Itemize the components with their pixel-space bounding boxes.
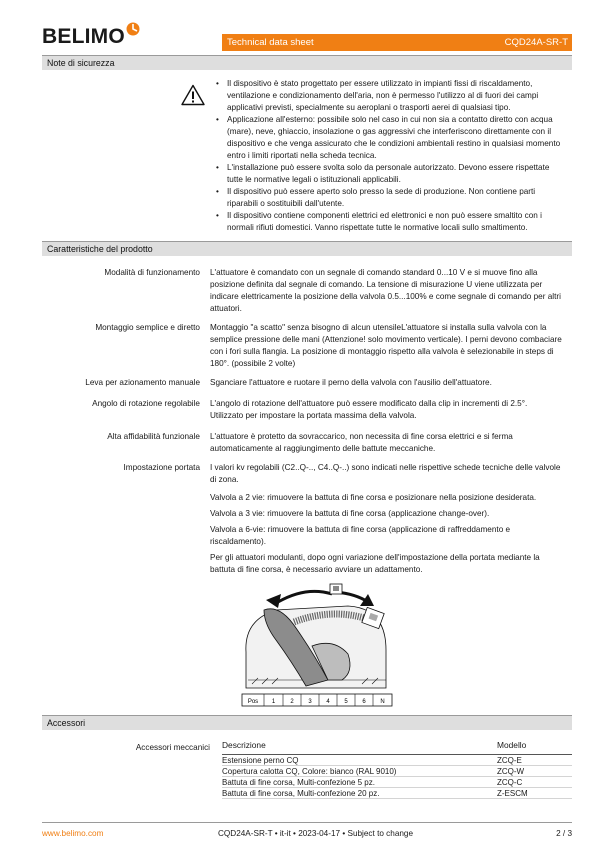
feature-label: Modalità di funzionamento bbox=[104, 268, 200, 277]
flow-setting-diagram bbox=[236, 580, 396, 710]
logo-text: BELIMO bbox=[42, 25, 125, 48]
product-section-title: Caratteristiche del prodotto bbox=[42, 242, 572, 256]
table-row bbox=[222, 755, 572, 766]
cell-description: Estensione perno CQ bbox=[222, 756, 299, 765]
position-scale bbox=[242, 694, 392, 706]
scale-label: 2 bbox=[290, 699, 294, 705]
paragraph: I valori kv regolabili (C2..Q-.., C4..Q-..) sono indicati nelle rispettive schede tecniche delle valvole di zona. bbox=[210, 463, 561, 484]
table-row bbox=[222, 788, 572, 799]
page-number: 2 / 3 bbox=[556, 829, 572, 838]
belimo-logo bbox=[42, 26, 140, 47]
cell-description: Copertura calotta CQ, Colore: bianco (RAL 9010) bbox=[222, 767, 397, 776]
feature-label: Alta affidabilità funzionale bbox=[107, 432, 200, 441]
footer-divider bbox=[42, 822, 572, 823]
list-item: • L'installazione può essere svolta solo da personale autorizzato. Devono essere rispettate tutte le normative legali o istituzionali applicabili. bbox=[216, 162, 566, 186]
scale-label: 5 bbox=[344, 699, 348, 705]
paragraph: Valvola a 2 vie: rimuovere la battuta di fine corsa e posizionare nella posizione desiderata. bbox=[210, 493, 537, 502]
scale-label: N bbox=[380, 699, 385, 705]
table-header bbox=[222, 740, 572, 755]
feature-text: L'angolo di rotazione dell'attuatore può essere modificato dalla clip in incrementi di 2.5°. Utilizzato per impostare la portata massima della valvola. bbox=[210, 399, 528, 420]
paragraph: Valvola a 6-vie: rimuovere la battuta di fine corsa (applicazione di raffreddamento e riscaldamento). bbox=[210, 525, 511, 546]
cell-description: Battuta di fine corsa, Multi-confezione 5 pz. bbox=[222, 778, 375, 787]
feature-reliability bbox=[42, 431, 572, 455]
doc-type: Technical data sheet bbox=[227, 36, 314, 48]
scale-label: 4 bbox=[326, 699, 330, 705]
feature-operating-mode bbox=[42, 267, 572, 315]
scale-label: 3 bbox=[308, 699, 312, 705]
feature-text bbox=[210, 462, 562, 576]
feature-label: Montaggio semplice e diretto bbox=[95, 323, 200, 332]
model-code: CQD24A-SR-T bbox=[504, 36, 568, 48]
table-row bbox=[222, 777, 572, 788]
safety-section-title: Note di sicurezza bbox=[42, 56, 572, 70]
scale-label: 1 bbox=[271, 699, 276, 705]
cell-model: Z-ESCM bbox=[497, 789, 528, 798]
column-header-model: Modello bbox=[497, 740, 527, 750]
cell-description: Battuta di fine corsa, Multi-confezione 20 pz. bbox=[222, 789, 380, 798]
logo-symbol-icon bbox=[126, 22, 140, 36]
column-header-description: Descrizione bbox=[222, 740, 266, 750]
feature-rotation-angle bbox=[42, 398, 572, 422]
feature-label: Angolo di rotazione regolabile bbox=[92, 399, 200, 408]
paragraph: Valvola a 3 vie: rimuovere la battuta di fine corsa (applicazione change-over). bbox=[210, 509, 490, 518]
scale-label: 6 bbox=[362, 699, 366, 705]
cell-model: ZCQ-C bbox=[497, 778, 523, 787]
table-row bbox=[222, 766, 572, 777]
accessories-group-label: Accessori meccanici bbox=[135, 743, 210, 752]
title-bar bbox=[222, 34, 572, 51]
list-item: • Il dispositivo è stato progettato per essere utilizzato in impianti fissi di riscaldamento, ventilazione e condizionamento dell'aria, non è permesso l'utilizzo al di fuori dei campi applicativi previsti, specialmente su aeroplani o trasporti aerei di qualsiasi tipo. bbox=[216, 78, 566, 114]
warning-icon bbox=[181, 84, 205, 106]
footer bbox=[42, 828, 572, 840]
cell-model: ZCQ-W bbox=[497, 767, 525, 776]
paragraph: Per gli attuatori modulanti, dopo ogni variazione dell'impostazione della portata mediante la battuta di fine corsa, è necessario avviare un adattamento. bbox=[210, 553, 540, 574]
footer-url-link[interactable]: www.belimo.com bbox=[42, 829, 104, 838]
list-item: • Applicazione all'esterno: possibile solo nel caso in cui non sia a contatto diretto con acqua (mare), neve, ghiaccio, insolazione o gas aggressivi che interferiscono direttamente con il dispositivo e che venga assicurato che le condizioni ambientali restino in qualsiasi momento entro i limiti riportati nella scheda tecnica. bbox=[216, 114, 566, 162]
list-item: • Il dispositivo può essere aperto solo presso la sede di produzione. Non contiene parti riparabili o sostituibili dall'utente. bbox=[216, 186, 566, 210]
accessories-section-title: Accessori bbox=[42, 716, 572, 730]
feature-text: L'attuatore è comandato con un segnale di comando standard 0...10 V e si muove fino alla posizione definita dal segnale di comando. La tensione di misurazione U viene utilizzata per indicare elettricamente la posizione della valvola 0.5...100% e come segnale di comando per altri attuatori. bbox=[210, 268, 561, 313]
feature-text: L'attuatore è protetto da sovraccarico, non necessita di fine corsa elettrici e si ferma automaticamente al raggiungimento delle battute meccaniche. bbox=[210, 432, 513, 453]
feature-mounting bbox=[42, 322, 572, 370]
feature-text: Montaggio "a scatto" senza bisogno di alcun utensileL'attuatore si installa sulla valvola con la semplice pressione delle mani (Attenzione! solo movimento verticale). I perni devono combaciare con i fori sulla flangia. La posizione di montaggio rispetto alla valvola è selezionabile in steps di 180°. (possibile 2 volte) bbox=[210, 323, 562, 368]
cell-model: ZCQ-E bbox=[497, 756, 522, 765]
feature-text: Sganciare l'attuatore e ruotare il perno della valvola con l'ausilio dell'attuatore. bbox=[210, 378, 492, 387]
feature-flow-setting bbox=[42, 462, 572, 576]
feature-label: Impostazione portata bbox=[123, 463, 200, 472]
list-item: • Il dispositivo contiene componenti elettrici ed elettronici e non può essere smaltito con i normali rifiuti domestici. Vanno rispettate tutte le normative locali sullo smaltimento. bbox=[216, 210, 566, 234]
safety-notes-list bbox=[216, 78, 566, 234]
scale-label: Pos bbox=[247, 699, 259, 705]
accessories-table bbox=[222, 740, 572, 799]
feature-manual-lever bbox=[42, 377, 572, 389]
feature-label: Leva per azionamento manuale bbox=[85, 378, 200, 387]
footer-info: CQD24A-SR-T • it-it • 2023-04-17 • Subject to change bbox=[218, 829, 414, 838]
